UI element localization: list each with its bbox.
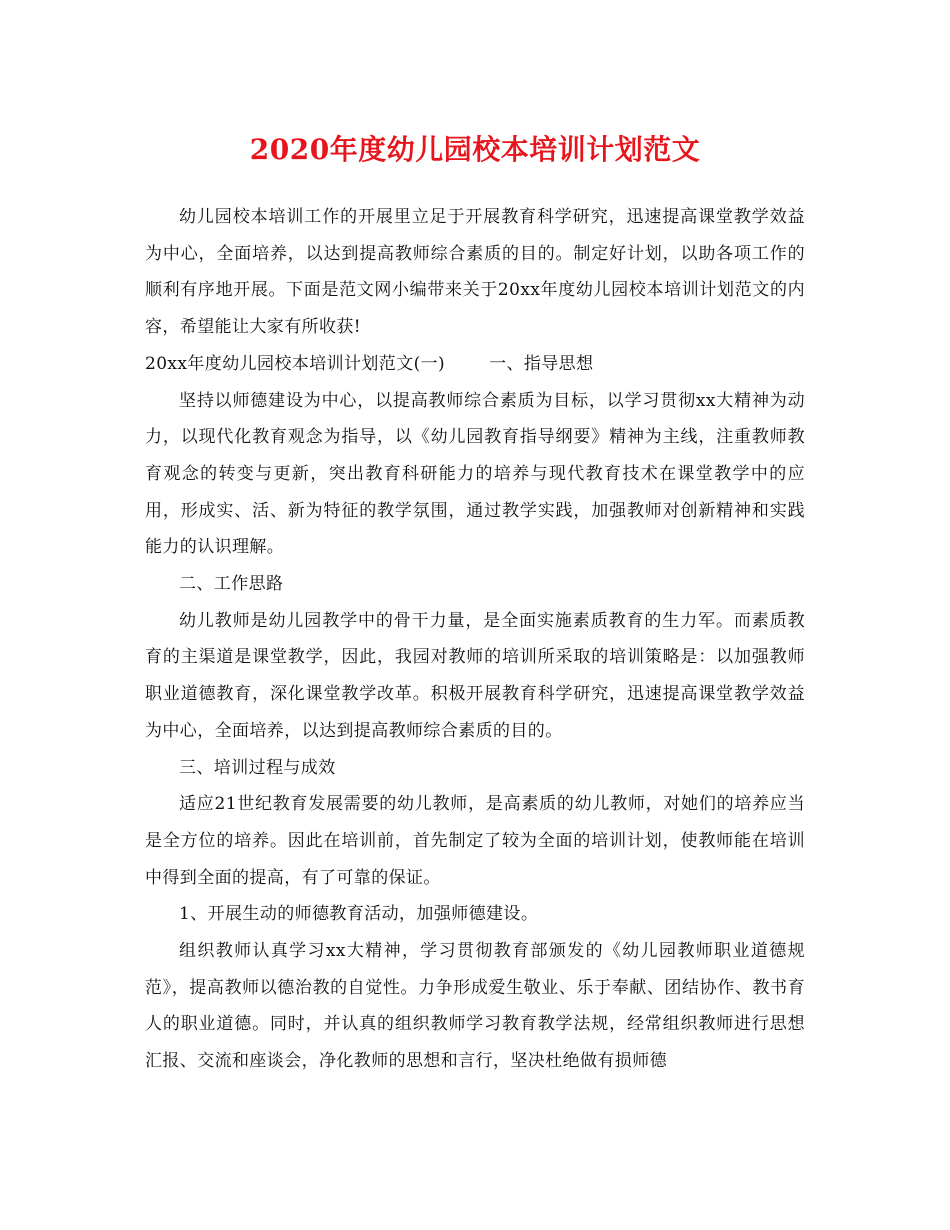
item1-heading: 1、开展生动的师德教育活动，加强师德建设。 bbox=[179, 904, 539, 925]
section1-heading: 一、指导思想 bbox=[489, 353, 594, 374]
section2-heading: 二、工作思路 bbox=[179, 574, 284, 595]
document-body bbox=[145, 199, 805, 1080]
section3-paragraph: 适应21世纪教育发展需要的幼儿教师，是高素质的幼儿教师，对她们的培养应当是全方位的培养。因此在培训前，首先制定了较为全面的培训计划，使教师能在培训中得到全面的提高，有了可靠的保证。 bbox=[145, 794, 805, 888]
section3-heading: 三、培训过程与成效 bbox=[179, 757, 336, 778]
article-heading-line bbox=[145, 346, 805, 383]
intro-paragraph: 幼儿园校本培训工作的开展里立足于开展教育科学研究，迅速提高课堂教学效益为中心，全面培养，以达到提高教师综合素质的目的。制定好计划，以助各项工作的顺利有序地开展。下面是范文网小编带来关于20xx年度幼儿园校本培训计划范文的内容，希望能让大家有所收获! bbox=[145, 207, 805, 338]
section1-paragraph: 坚持以师德建设为中心，以提高教师综合素质为目标，以学习贯彻xx大精神为动力，以现代化教育观念为指导，以《幼儿园教育指导纲要》精神为主线，注重教师教育观念的转变与更新，突出教育科研能力的培养与现代教育技术在课堂教学中的应用，形成实、活、新为特征的教学氛围，通过教学实践，加强教师对创新精神和实践能力的认识理解。 bbox=[145, 390, 805, 558]
page-title: 2020年度幼儿园校本培训计划范文 bbox=[249, 133, 701, 166]
item1-paragraph: 组织教师认真学习xx大精神，学习贯彻教育部颁发的《幼儿园教师职业道德规范》，提高教师以德治教的自觉性。力争形成爱生敬业、乐于奉献、团结协作、教书育人的职业道德。同时，并认真的组织教师学习教育教学法规，经常组织教师进行思想汇报、交流和座谈会，净化教师的思想和言行，坚决杜绝做有损师德 bbox=[145, 941, 805, 1072]
section2-paragraph: 幼儿教师是幼儿园教学中的骨干力量，是全面实施素质教育的生力军。而素质教育的主渠道是课堂教学，因此，我园对教师的培训所采取的培训策略是：以加强教师职业道德教育，深化课堂教学改革。积极开展教育科学研究，迅速提高课堂教学效益为中心，全面培养，以达到提高教师综合素质的目的。 bbox=[145, 610, 805, 741]
article-heading: 20xx年度幼儿园校本培训计划范文(一) bbox=[145, 353, 446, 374]
